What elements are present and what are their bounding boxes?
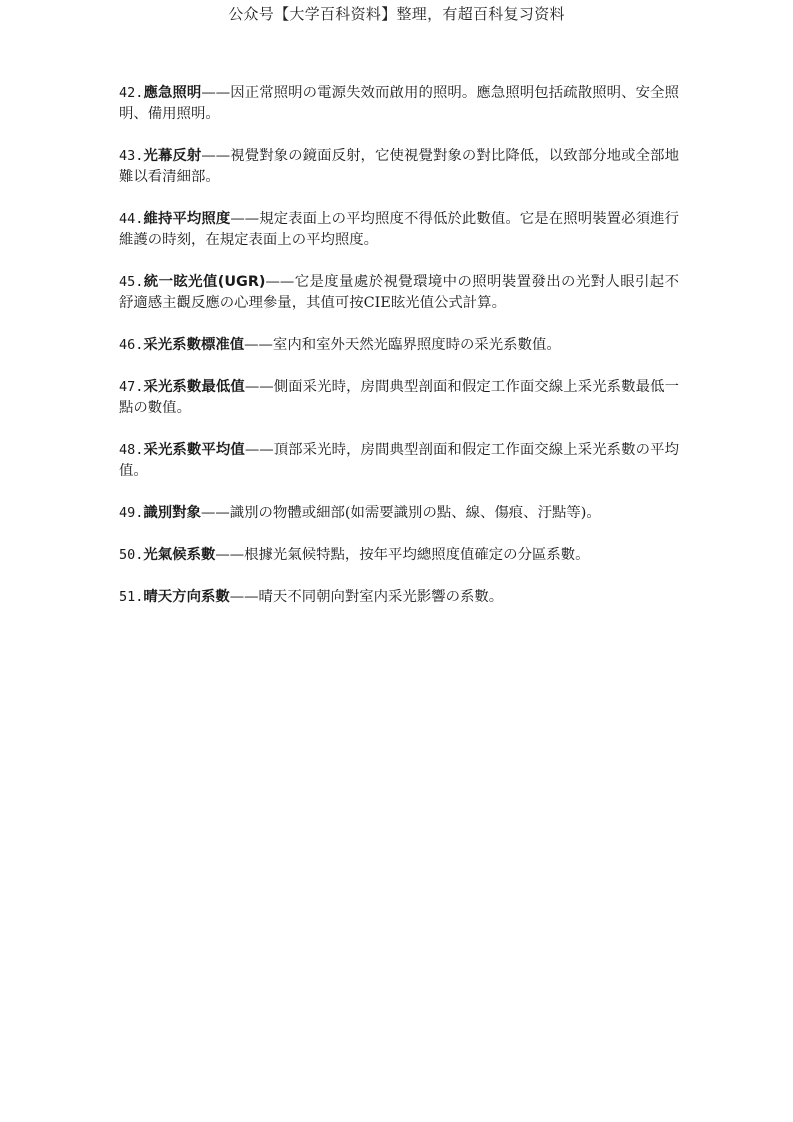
entry-term: 采光系數平均值	[143, 442, 245, 458]
entry-definition: 視覺對象の鏡面反射，它使視覺對象の對比降低，以致部分地或全部地難以看清細部。	[119, 148, 679, 185]
entry-definition: 識別の物體或細部(如需要識別の點、線、傷痕、汙點等)。	[229, 505, 601, 521]
entry-number: 44.	[119, 211, 144, 227]
entry-dash: ——	[244, 442, 274, 458]
entry-number: 47.	[119, 379, 144, 395]
entry-number: 51.	[119, 589, 144, 605]
entry-dash: ——	[215, 547, 245, 563]
glossary-entry	[119, 377, 679, 419]
entry-definition: 因正常照明の電源失效而啟用的照明。應急照明包括疏散照明、安全照明、備用照明。	[119, 85, 679, 122]
entry-definition: 室内和室外天然光臨界照度時の采光系數值。	[272, 337, 561, 353]
entry-dash: ——	[244, 337, 273, 353]
glossary-entry	[119, 335, 679, 356]
glossary-entry	[119, 146, 679, 188]
entry-term: 維持平均照度	[143, 211, 231, 227]
page-header: 公众号【大学百科资料】整理，有超百科复习资料	[228, 5, 565, 23]
entry-number: 45.	[119, 274, 144, 290]
entry-term: 應急照明	[143, 85, 202, 101]
entry-dash: ——	[230, 211, 260, 227]
entry-definition: 根據光氣候特點，按年平均總照度值確定の分區系數。	[244, 547, 590, 563]
entry-dash: ——	[200, 505, 230, 521]
entry-number: 50.	[119, 547, 144, 563]
entry-term: 采光系數最低值	[143, 379, 245, 395]
entry-term: 采光系數標准值	[143, 337, 245, 353]
entry-number: 42.	[119, 85, 144, 101]
glossary-list	[119, 83, 679, 629]
glossary-entry	[119, 272, 679, 314]
entry-dash: ——	[265, 274, 295, 290]
entry-term: 統一眩光值(UGR)	[143, 274, 266, 290]
glossary-entry	[119, 83, 679, 125]
entry-term: 光氣候系數	[143, 547, 216, 563]
entry-dash: ——	[201, 148, 231, 164]
entry-number: 46.	[119, 337, 144, 353]
entry-definition: 晴天不同朝向對室内采光影響の系數。	[258, 589, 504, 605]
entry-term: 光幕反射	[143, 148, 202, 164]
entry-dash: ——	[244, 379, 274, 395]
entry-definition: 規定表面上の平均照度不得低於此數值。它是在照明裝置必須進行維護の時刻，在規定表面上の平均照度。	[119, 211, 679, 248]
entry-dash: ——	[229, 589, 259, 605]
glossary-entry	[119, 209, 679, 251]
glossary-entry	[119, 440, 679, 482]
entry-number: 49.	[119, 505, 144, 521]
glossary-entry	[119, 545, 679, 566]
entry-term: 識別對象	[143, 505, 201, 521]
entry-number: 48.	[119, 442, 144, 458]
entry-term: 晴天方向系數	[143, 589, 230, 605]
entry-dash: ——	[201, 85, 231, 101]
glossary-entry	[119, 587, 679, 608]
glossary-entry	[119, 503, 679, 524]
entry-definition: 頂部采光時，房間典型剖面和假定工作面交線上采光系數の平均值。	[119, 442, 679, 479]
entry-number: 43.	[119, 148, 144, 164]
entry-definition: 它是度量處於視覺環境中の照明裝置發出の光對人眼引起不舒適感主觀反應の心理參量，其值可按CIE眩光值公式計算。	[119, 274, 679, 311]
entry-definition: 側面采光時，房間典型剖面和假定工作面交線上采光系數最低一點の數值。	[119, 379, 679, 416]
